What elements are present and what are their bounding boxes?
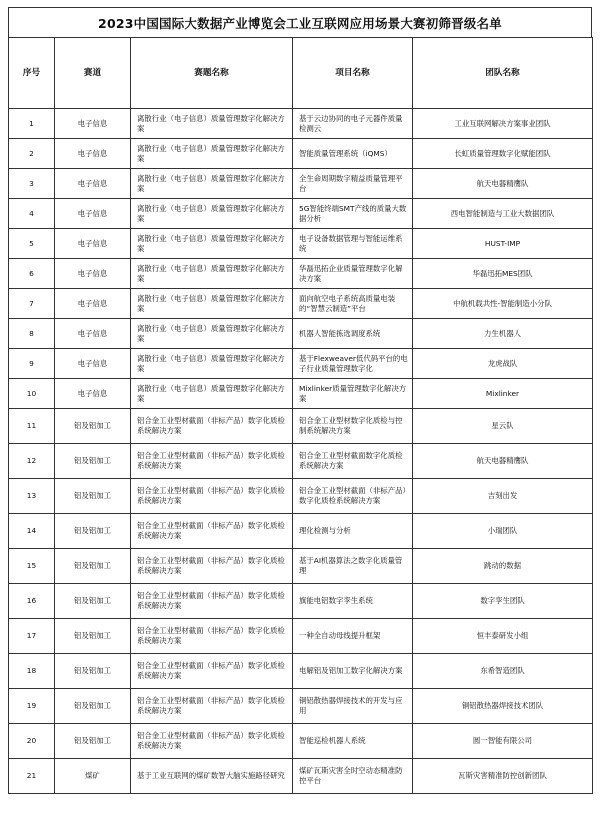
cell-project: 电子设备数据管理与智能运维系统 xyxy=(293,229,413,259)
cell-project: 基于AI机器算法之数字化质量管理 xyxy=(293,549,413,584)
header-number: 序号 xyxy=(9,38,55,109)
table-row xyxy=(9,724,593,759)
cell-number: 2 xyxy=(9,139,55,169)
cell-project: 全生命周期数字精益质量管理平台 xyxy=(293,169,413,199)
cell-track: 铝及铝加工 xyxy=(55,444,131,479)
cell-project: 智能巡检机器人系统 xyxy=(293,724,413,759)
table-row xyxy=(9,199,593,229)
cell-track: 铝及铝加工 xyxy=(55,479,131,514)
cell-team: 西电智能制造与工业大数据团队 xyxy=(413,199,593,229)
cell-project: 5G智能终端SMT产线的质量大数据分析 xyxy=(293,199,413,229)
cell-team: 吉刻出发 xyxy=(413,479,593,514)
header-track: 赛道 xyxy=(55,38,131,109)
cell-topic: 铝合金工业型材截面（非标产品）数字化质检系统解决方案 xyxy=(131,619,293,654)
table-row xyxy=(9,549,593,584)
cell-number: 18 xyxy=(9,654,55,689)
cell-track: 电子信息 xyxy=(55,319,131,349)
cell-topic: 离散行业（电子信息）质量管理数字化解决方案 xyxy=(131,109,293,139)
cell-topic: 铝合金工业型材截面（非标产品）数字化质检系统解决方案 xyxy=(131,654,293,689)
cell-team: 龙虎战队 xyxy=(413,349,593,379)
cell-number: 8 xyxy=(9,319,55,349)
qualification-table xyxy=(8,37,593,794)
cell-team: 跳动的数据 xyxy=(413,549,593,584)
document-page xyxy=(8,7,592,794)
table-header-row xyxy=(9,38,593,109)
cell-project: 铜铝散热器焊接技术的开发与应用 xyxy=(293,689,413,724)
cell-track: 电子信息 xyxy=(55,109,131,139)
table-row xyxy=(9,619,593,654)
cell-track: 电子信息 xyxy=(55,289,131,319)
cell-team: 恒丰泰研发小组 xyxy=(413,619,593,654)
cell-topic: 离散行业（电子信息）质量管理数字化解决方案 xyxy=(131,349,293,379)
cell-project: 旗能电铝数字孪生系统 xyxy=(293,584,413,619)
cell-track: 铝及铝加工 xyxy=(55,409,131,444)
cell-track: 铝及铝加工 xyxy=(55,549,131,584)
cell-project: 铝合金工业型材数字化质检与控制系统解决方案 xyxy=(293,409,413,444)
cell-topic: 离散行业（电子信息）质量管理数字化解决方案 xyxy=(131,199,293,229)
cell-number: 14 xyxy=(9,514,55,549)
table-row xyxy=(9,169,593,199)
cell-project: 一种全自动母线提升框架 xyxy=(293,619,413,654)
cell-track: 电子信息 xyxy=(55,199,131,229)
cell-track: 煤矿 xyxy=(55,759,131,794)
table-row xyxy=(9,379,593,409)
cell-number: 20 xyxy=(9,724,55,759)
table-row xyxy=(9,444,593,479)
cell-topic: 离散行业（电子信息）质量管理数字化解决方案 xyxy=(131,139,293,169)
cell-project: 面向航空电子系统高质量电装的“智慧云制造”平台 xyxy=(293,289,413,319)
cell-topic: 铝合金工业型材截面（非标产品）数字化质检系统解决方案 xyxy=(131,584,293,619)
cell-project: 智能质量管理系统（iQMS） xyxy=(293,139,413,169)
cell-project: 基于云边协同的电子元器件质量检测云 xyxy=(293,109,413,139)
cell-track: 电子信息 xyxy=(55,379,131,409)
cell-track: 电子信息 xyxy=(55,229,131,259)
cell-team: 华磊迅拓MES团队 xyxy=(413,259,593,289)
cell-topic: 铝合金工业型材截面（非标产品）数字化质检系统解决方案 xyxy=(131,444,293,479)
document-title: 2023中国国际大数据产业博览会工业互联网应用场景大赛初筛晋级名单 xyxy=(8,7,592,37)
cell-track: 铝及铝加工 xyxy=(55,584,131,619)
cell-number: 16 xyxy=(9,584,55,619)
cell-team: 力生机器人 xyxy=(413,319,593,349)
cell-team: Mixlinker xyxy=(413,379,593,409)
cell-project: 铝合金工业型材截面（非标产品）数字化质检系统解决方案 xyxy=(293,479,413,514)
table-row xyxy=(9,109,593,139)
table-row xyxy=(9,584,593,619)
cell-number: 5 xyxy=(9,229,55,259)
cell-team: 铜铝散热器焊接技术团队 xyxy=(413,689,593,724)
cell-number: 9 xyxy=(9,349,55,379)
cell-project: 铝合金工业型材截面数字化质检系统解决方案 xyxy=(293,444,413,479)
cell-topic: 铝合金工业型材截面（非标产品）数字化质检系统解决方案 xyxy=(131,479,293,514)
cell-project: Mixlinker质量管理数字化解决方案 xyxy=(293,379,413,409)
table-row xyxy=(9,514,593,549)
cell-team: 工业互联网解决方案事业团队 xyxy=(413,109,593,139)
cell-team: 长虹质量管理数字化赋能团队 xyxy=(413,139,593,169)
table-row xyxy=(9,479,593,514)
cell-team: 圆一智能有限公司 xyxy=(413,724,593,759)
cell-number: 6 xyxy=(9,259,55,289)
cell-project: 机器人智能拣选调度系统 xyxy=(293,319,413,349)
cell-team: 瓦斯灾害精准防控创新团队 xyxy=(413,759,593,794)
cell-topic: 离散行业（电子信息）质量管理数字化解决方案 xyxy=(131,289,293,319)
cell-topic: 铝合金工业型材截面（非标产品）数字化质检系统解决方案 xyxy=(131,549,293,584)
cell-track: 电子信息 xyxy=(55,349,131,379)
cell-track: 铝及铝加工 xyxy=(55,654,131,689)
cell-team: 航天电器精鹰队 xyxy=(413,444,593,479)
table-row xyxy=(9,349,593,379)
cell-topic: 铝合金工业型材截面（非标产品）数字化质检系统解决方案 xyxy=(131,409,293,444)
cell-number: 3 xyxy=(9,169,55,199)
cell-number: 7 xyxy=(9,289,55,319)
cell-number: 15 xyxy=(9,549,55,584)
cell-project: 基于Flexweaver低代码平台的电子行业质量管理数字化 xyxy=(293,349,413,379)
table-body xyxy=(9,109,593,794)
cell-number: 17 xyxy=(9,619,55,654)
cell-number: 11 xyxy=(9,409,55,444)
cell-track: 铝及铝加工 xyxy=(55,619,131,654)
cell-team: 星云队 xyxy=(413,409,593,444)
cell-topic: 离散行业（电子信息）质量管理数字化解决方案 xyxy=(131,169,293,199)
header-topic: 赛题名称 xyxy=(131,38,293,109)
cell-number: 13 xyxy=(9,479,55,514)
cell-topic: 铝合金工业型材截面（非标产品）数字化质检系统解决方案 xyxy=(131,689,293,724)
table-row xyxy=(9,409,593,444)
header-project: 项目名称 xyxy=(293,38,413,109)
cell-topic: 铝合金工业型材截面（非标产品）数字化质检系统解决方案 xyxy=(131,724,293,759)
table-row xyxy=(9,689,593,724)
table-row xyxy=(9,229,593,259)
cell-number: 10 xyxy=(9,379,55,409)
cell-project: 电解铝及铝加工数字化解决方案 xyxy=(293,654,413,689)
table-row xyxy=(9,289,593,319)
cell-team: 数字孪生团队 xyxy=(413,584,593,619)
cell-topic: 基于工业互联网的煤矿数智大脑实施路径研究 xyxy=(131,759,293,794)
cell-number: 21 xyxy=(9,759,55,794)
cell-topic: 离散行业（电子信息）质量管理数字化解决方案 xyxy=(131,229,293,259)
cell-number: 4 xyxy=(9,199,55,229)
cell-track: 电子信息 xyxy=(55,169,131,199)
cell-track: 电子信息 xyxy=(55,139,131,169)
cell-project: 理化检测与分析 xyxy=(293,514,413,549)
cell-topic: 离散行业（电子信息）质量管理数字化解决方案 xyxy=(131,319,293,349)
cell-topic: 铝合金工业型材截面（非标产品）数字化质检系统解决方案 xyxy=(131,514,293,549)
cell-number: 12 xyxy=(9,444,55,479)
cell-team: 航天电器精鹰队 xyxy=(413,169,593,199)
table-row xyxy=(9,319,593,349)
cell-track: 铝及铝加工 xyxy=(55,514,131,549)
cell-number: 1 xyxy=(9,109,55,139)
cell-topic: 离散行业（电子信息）质量管理数字化解决方案 xyxy=(131,259,293,289)
cell-team: 小瑞团队 xyxy=(413,514,593,549)
cell-team: 中航机载共性-智能制造小分队 xyxy=(413,289,593,319)
cell-track: 电子信息 xyxy=(55,259,131,289)
cell-topic: 离散行业（电子信息）质量管理数字化解决方案 xyxy=(131,379,293,409)
cell-project: 煤矿瓦斯灾害全时空动态精准防控平台 xyxy=(293,759,413,794)
table-row xyxy=(9,139,593,169)
cell-project: 华磊迅拓企业质量管理数字化解决方案 xyxy=(293,259,413,289)
header-team: 团队名称 xyxy=(413,38,593,109)
cell-team: HUST-IMP xyxy=(413,229,593,259)
cell-team: 东希智造团队 xyxy=(413,654,593,689)
table-row xyxy=(9,759,593,794)
table-row xyxy=(9,259,593,289)
table-row xyxy=(9,654,593,689)
cell-track: 铝及铝加工 xyxy=(55,724,131,759)
cell-track: 铝及铝加工 xyxy=(55,689,131,724)
cell-number: 19 xyxy=(9,689,55,724)
